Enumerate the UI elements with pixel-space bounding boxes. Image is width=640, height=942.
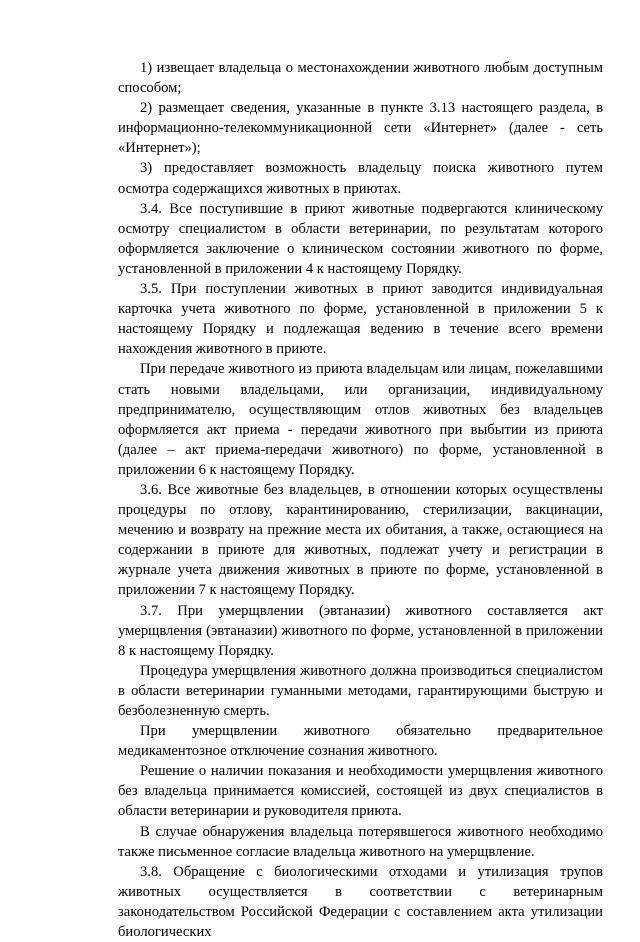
paragraph-item-3: 3) предоставляет возможность владельцу поиска животного путем осмотра содержащихся животных в приютах. <box>118 160 603 197</box>
paragraph-3-8: 3.8. Обращение с биологическими отходами и утилизация трупов животных осуществляется в соответствии с ветеринарным законодательством Российской Федерации с составлением акта утилизации биологических <box>118 863 603 941</box>
paragraph-procedure: Процедура умерщвления животного должна производиться специалистом в области ветеринарии гуманными методами, гарантирующими быструю и безболезненную смерть. <box>118 662 603 719</box>
paragraph-3-7: 3.7. При умерщвлении (эвтаназии) животного составляется акт умерщвления (эвтаназии) животного по форме, установленной в приложении 8 к настоящему Порядку. <box>118 602 603 659</box>
paragraph-item-2: 2) размещает сведения, указанные в пункте 3.13 настоящего раздела, в информационно-телекоммуникационной сети «Интернет» (далее - сеть «Интернет»); <box>118 100 603 157</box>
paragraph-commission: Решение о наличии показания и необходимости умерщвления животного без владельца принимается комиссией, состоящей из двух специалистов в области ветеринарии и руководителя приюта. <box>118 763 603 820</box>
paragraph-3-5: 3.5. При поступлении животных в приют заводится индивидуальная карточка учета животного по форме, установленной в приложении 5 к настоящему Порядку и подлежащая ведению в течение всего времени нахождения животного в приюте. <box>118 281 603 358</box>
paragraph-item-1: 1) извещает владельца о местонахождении животного любым доступным способом; <box>118 60 603 97</box>
paragraph-sedation: При умерщвлении животного обязательно предварительное медикаментозное отключение сознания животного. <box>118 723 603 760</box>
paragraph-3-6: 3.6. Все животные без владельцев, в отношении которых осуществлены процедуры по отлову, карантинированию, стерилизации, вакцинации, мечению и возврату на прежние места их обитания, а также, остающиеся на содержании в приюте для животных, подлежат учету и регистрации в журнале учета движения животных в приюте по форме, установленной в приложении 7 к настоящему Порядку. <box>118 481 603 599</box>
document-page <box>118 58 603 942</box>
paragraph-transfer-act: При передаче животного из приюта владельцам или лицам, пожелавшими стать новыми владельцами, или организации, индивидуальному предпринимателю, осуществляющим отлов животных без владельцев оформляется акт приема - передачи животного при выбытии из приюта (далее – акт приема-передачи животного) по форме, установленной в приложении 6 к настоящему Порядку. <box>118 361 603 478</box>
paragraph-3-4: 3.4. Все поступившие в приют животные подвергаются клиническому осмотру специалистом в области ветеринарии, по результатам которого оформляется заключение о клиническом состоянии животного по форме, установленной в приложении 4 к настоящему Порядку. <box>118 200 603 277</box>
paragraph-owner-consent: В случае обнаружения владельца потерявшегося животного необходимо также письменное согласие владельца животного на умерщвление. <box>118 823 603 860</box>
